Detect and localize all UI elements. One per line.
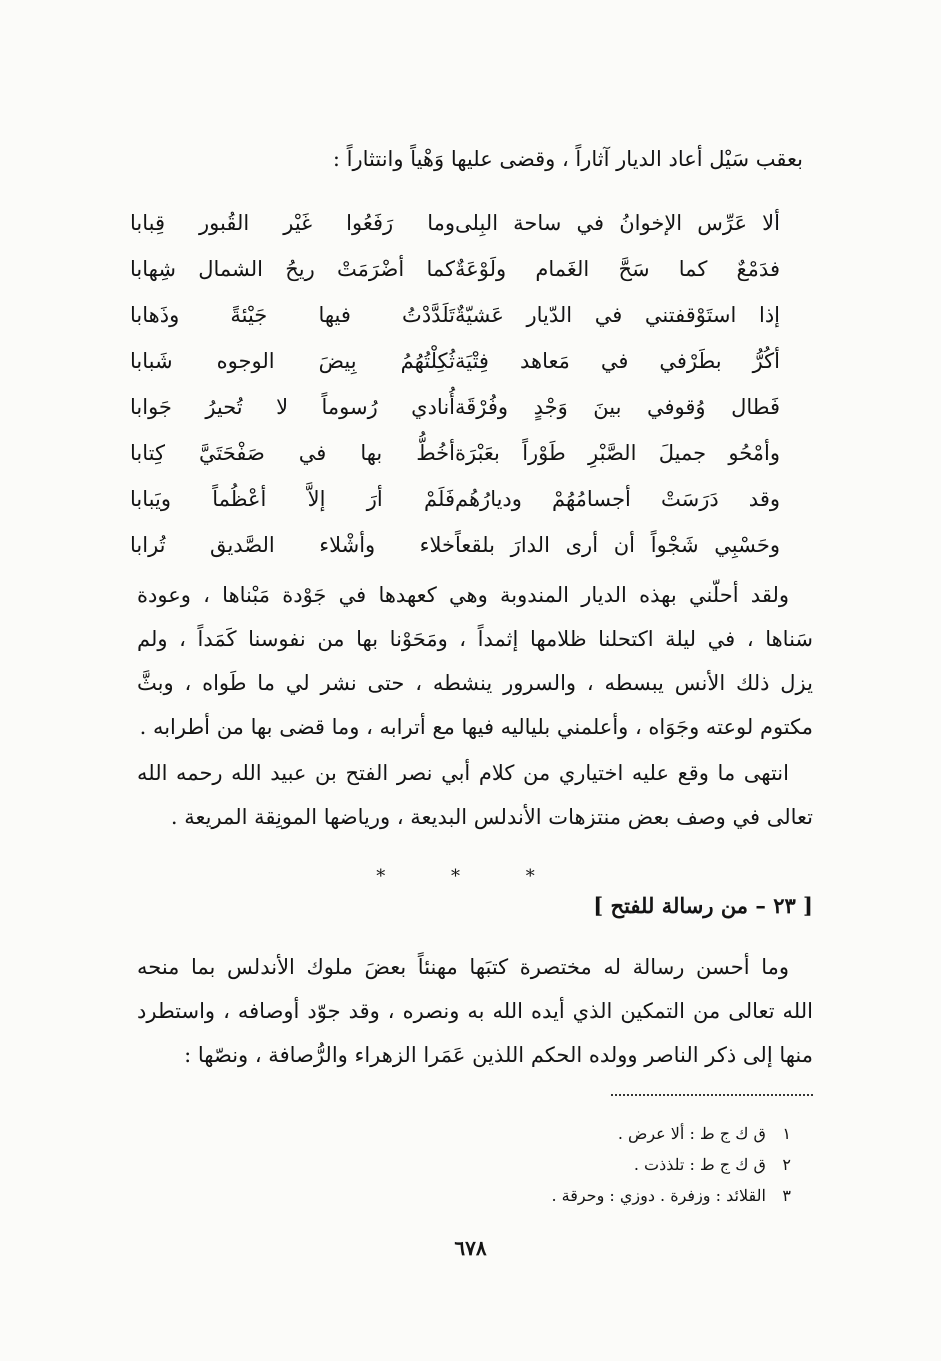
verse [130,522,780,568]
verse [130,200,780,246]
paragraph-line: سَناها ، في ليلة اكتحلنا ظلامها إثمداً ، ومَحَوْنا بها من نفوسنا كَمَداً ، ولم [137,627,813,651]
verse-first-hemistich: وأمْحُو جميلَ الصَّبْرِ طَوْراً بعَبْرَة [455,441,780,465]
verse [130,384,780,430]
footnote-divider [611,1094,813,1096]
verse-first-hemistich: وحَسْبِي شَجْواً أن أرى الدارَ بلقعاً [455,533,780,557]
prose-paragraph [137,945,813,1077]
paragraph-line: ولقد أحلّني بهذه الديار المندوبة وهي كعهدها في جَوْدة مَبْناها ، وعودة [137,583,789,607]
verse-first-hemistich: ألا عَرِّس الإخوانُ في ساحة البِلى [455,211,780,235]
footnote [551,1149,791,1180]
footnote [551,1118,791,1149]
paragraph-line: انتهى ما وقع عليه اختياري من كلام أبي نصر الفتح بن عبيد الله رحمه الله [137,761,789,785]
verse-second-hemistich: كما أضْرَمَتْ ريحُ الشمال شِهابا [130,257,455,281]
footnote-number: ٣ [782,1186,791,1205]
verse-second-hemistich: أُنادي رُسوماً لا تُحيرُ جَوابا [130,395,455,419]
verse-second-hemistich: أخُطُّ بها في صَفْحَتَيَّ كِتابا [130,441,455,465]
verse-first-hemistich: فَطال وُقوفي بينَ وَجْدٍ وفُرْقَة [455,395,780,419]
verse-first-hemistich: وقد دَرَسَتْ أجسامُهُمْ وديارُهُم [455,487,780,511]
paragraph-line: تعالى في وصف بعض منتزهات الأندلس البديعة ، ورياضها المونِقة المريعة . [170,805,813,829]
footnotes [551,1118,791,1211]
footnote-text: ق ك ج ط : تلذذت . [633,1155,766,1174]
paragraph-line: الله تعالى من التمكين الذي أيده الله به ونصره ، وقد جوّد أوصافه ، واستطرد [137,999,813,1023]
verse [130,338,780,384]
paragraph-line: يزل ذلك الأنس يبسطه ، والسرور ينشطه ، حتى نشر لي ما طَواه ، وبثَّ [137,671,813,695]
footnote-text: القلائد : وزفرة . دوزي : وحرقة . [551,1186,766,1205]
verse-second-hemistich: وما رَفَعُوا غَيْر القُبور قِبابا [130,211,455,235]
verse [130,476,780,522]
verse [130,246,780,292]
verse-second-hemistich: تَلَدَّدْتُ فيها جَيْئةً وذَهابا [130,303,455,327]
poem [130,200,780,568]
verse-second-hemistich: ثُكِلْتُهُمُ بِيضَ الوجوه شَبابا [130,349,455,373]
section-heading: [ ٢٣ – من رسالة للفتح ] [593,893,813,918]
section-separator: * * * [376,866,565,887]
prose-paragraph [137,573,813,749]
verse [130,292,780,338]
page-number: ٦٧٨ [454,1236,487,1260]
prose-paragraph [137,751,813,839]
footnote-text: ق ك ج ط : ألا عرض . [617,1124,766,1143]
verse-second-hemistich: فَلَمْ أرَ إلاَّ أعْظُماً ويَبابا [130,487,455,511]
intro-line: بعقب سَيْل أعاد الديار آثاراً ، وقضى عليها وَهْياً وانتثاراً : [332,147,803,171]
footnote-number: ٢ [782,1155,791,1174]
paragraph-line: مكتوم لوعته وجَوَاه ، وأعلمني بلياليه فيها مع أترابه ، وما قضى بها من أطرابه . [139,715,813,739]
footnote [551,1180,791,1211]
paragraph-line: وما أحسن رسالة له مختصرة كتبَها مهنئاً بعضَ ملوك الأندلس بما منحه [137,955,789,979]
verse-first-hemistich: أكُرُّ بطَرْفي في مَعاهد فِتْيَة [455,349,780,373]
paragraph-line: منها إلى ذكر الناصر وولده الحكم اللذين عَمَرا الزهراء والرُّصافة ، ونصّها : [184,1043,813,1067]
verse-first-hemistich: إذا استَوْقفتني في الدّيار عَشيّةٌ [455,303,780,327]
verse [130,430,780,476]
verse-first-hemistich: فدَمْعٌ كما سَحَّ الغَمام ولَوْعَةٌ [455,257,780,281]
footnote-number: ١ [782,1124,791,1143]
verse-second-hemistich: خلاء وأشْلاء الصَّديق تُرابا [130,533,455,557]
